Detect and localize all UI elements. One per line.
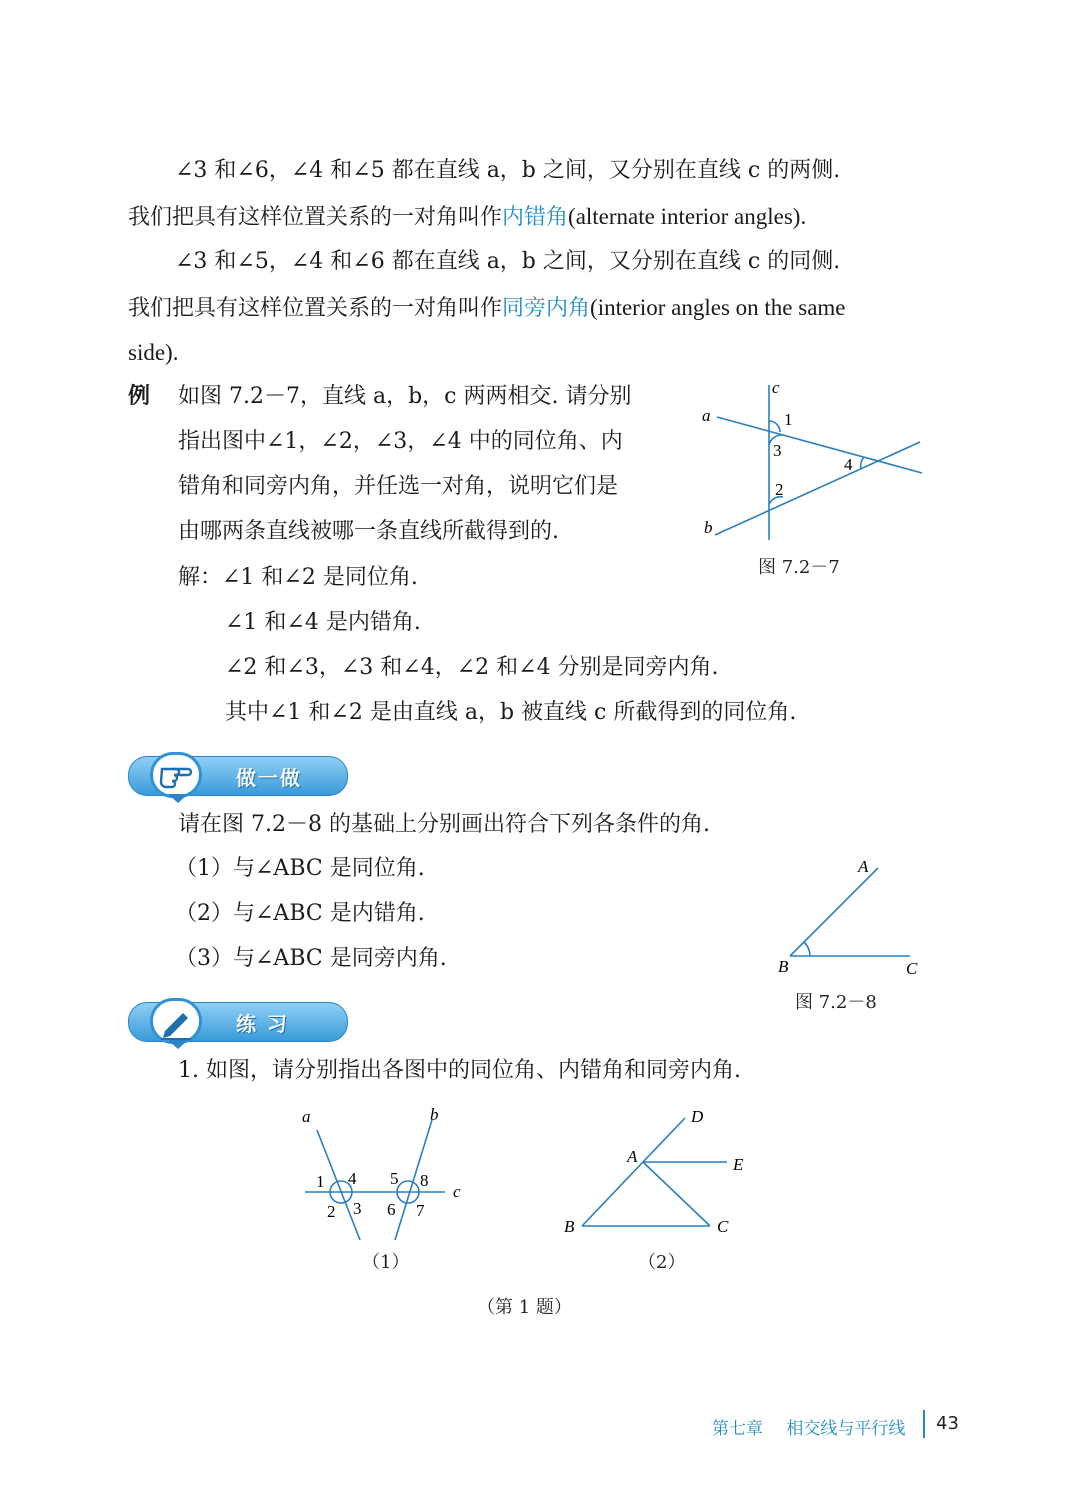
label-4: 4 [844, 455, 853, 474]
banner-lianxi-text: 练 习 [236, 1012, 289, 1036]
footer-chapter-number: 第七章 [712, 1419, 763, 1439]
footer-chapter-title: 相交线与平行线 [786, 1419, 906, 1439]
question-1: 1. 如图，请分别指出各图中的同位角、内错角和同旁内角. [178, 1058, 741, 1083]
term-interior-same-side: 同旁内角 [502, 296, 591, 321]
label-8: 8 [420, 1171, 429, 1190]
label-b: b [704, 518, 713, 537]
line-a [717, 417, 922, 473]
banner-lianxi [128, 998, 348, 1044]
label-4: 4 [348, 1169, 357, 1188]
hand-point-icon [153, 755, 199, 795]
figure-7-2-7-caption: 图 7.2－7 [758, 557, 840, 578]
label-A: A [627, 1147, 638, 1166]
question-1-caption: （第 1 题） [477, 1297, 572, 1318]
label-C: C [717, 1217, 729, 1236]
banner-zuoyizuo [128, 752, 348, 798]
paragraph-2-line-2-post: (interior angles on the same [590, 295, 846, 320]
figure-7-2-8 [770, 850, 930, 980]
paragraph-2-line-2-pre: 我们把具有这样位置关系的一对角叫作 [128, 296, 503, 321]
label-a: a [702, 406, 711, 425]
solution-line-3: ∠2 和∠3，∠3 和∠4，∠2 和∠4 分别是同旁内角. [225, 655, 719, 680]
ray-AD [643, 1118, 685, 1162]
zuoyizuo-intro: 请在图 7.2－8 的基础上分别画出符合下列各条件的角. [178, 812, 710, 837]
paragraph-2-line-2 [128, 285, 846, 332]
banner-icon-circle [150, 998, 202, 1044]
paragraph-2-line-1: ∠3 和∠5，∠4 和∠6 都在直线 a，b 之间，又分别在直线 c 的同侧. [175, 249, 841, 274]
label-6: 6 [387, 1200, 396, 1219]
angle-1-arc [769, 421, 780, 432]
angle-ABC-arc [804, 942, 810, 956]
pencil-icon [153, 1001, 199, 1041]
q1-figure-1-caption: （1） [362, 1252, 410, 1273]
label-c: c [772, 378, 780, 397]
example-line-4: 由哪两条直线被哪一条直线所截得到的. [178, 519, 559, 544]
label-2: 2 [775, 480, 784, 499]
paragraph-1-line-2-post: (alternate interior angles). [568, 204, 807, 229]
ray-BA [790, 868, 878, 956]
paragraph-1-line-1: ∠3 和∠6，∠4 和∠5 都在直线 a，b 之间，又分别在直线 c 的两侧. [175, 158, 841, 183]
banner-zuoyizuo-text: 做一做 [236, 766, 302, 790]
zuoyizuo-item-2: （2）与∠ABC 是内错角. [175, 901, 425, 926]
label-D: D [691, 1107, 704, 1126]
label-C: C [906, 959, 918, 978]
q1-figure-2-caption: （2） [638, 1252, 686, 1273]
solution-line-4: 其中∠1 和∠2 是由直线 a，b 被直线 c 所截得到的同位角. [225, 700, 797, 725]
banner-icon-circle [150, 752, 202, 798]
example-line-2: 指出图中∠1，∠2，∠3，∠4 中的同位角、内 [178, 429, 623, 454]
q1-figure-2 [555, 1100, 765, 1245]
label-B: B [564, 1217, 575, 1236]
term-alternate-interior: 内错角 [502, 205, 569, 230]
paragraph-1-line-2 [128, 194, 806, 241]
segment-AC [643, 1162, 710, 1226]
figure-7-2-7 [690, 375, 940, 545]
label-3: 3 [353, 1199, 362, 1218]
label-B: B [778, 957, 789, 976]
footer-divider [923, 1410, 925, 1438]
solution-line-2: ∠1 和∠4 是内错角. [225, 610, 421, 635]
paragraph-2-line-3: side). [128, 340, 179, 365]
zuoyizuo-item-1: （1）与∠ABC 是同位角. [175, 856, 425, 881]
example-line-1: 如图 7.2－7，直线 a，b，c 两两相交. 请分别 [178, 384, 632, 409]
label-3: 3 [773, 441, 782, 460]
footer-chapter [712, 1414, 905, 1439]
label-c: c [453, 1182, 461, 1201]
paragraph-1-line-2-pre: 我们把具有这样位置关系的一对角叫作 [128, 205, 503, 230]
page-number: 43 [936, 1413, 959, 1434]
example-label: 例 [128, 384, 151, 409]
label-a: a [302, 1107, 311, 1126]
example-line-3: 错角和同旁内角，并任选一对角，说明它们是 [178, 474, 619, 499]
line-b [715, 442, 920, 535]
label-A: A [858, 857, 869, 876]
q1-figure-1 [295, 1100, 485, 1245]
label-5: 5 [390, 1169, 399, 1188]
solution-line-1: 解：∠1 和∠2 是同位角. [178, 565, 418, 590]
label-2: 2 [327, 1202, 336, 1221]
zuoyizuo-item-3: （3）与∠ABC 是同旁内角. [175, 946, 447, 971]
figure-7-2-8-caption: 图 7.2－8 [795, 992, 877, 1013]
label-b: b [430, 1105, 439, 1124]
segment-BA [582, 1162, 643, 1226]
label-7: 7 [416, 1201, 425, 1220]
label-1: 1 [784, 410, 793, 429]
label-E: E [733, 1155, 744, 1174]
label-1: 1 [316, 1172, 325, 1191]
